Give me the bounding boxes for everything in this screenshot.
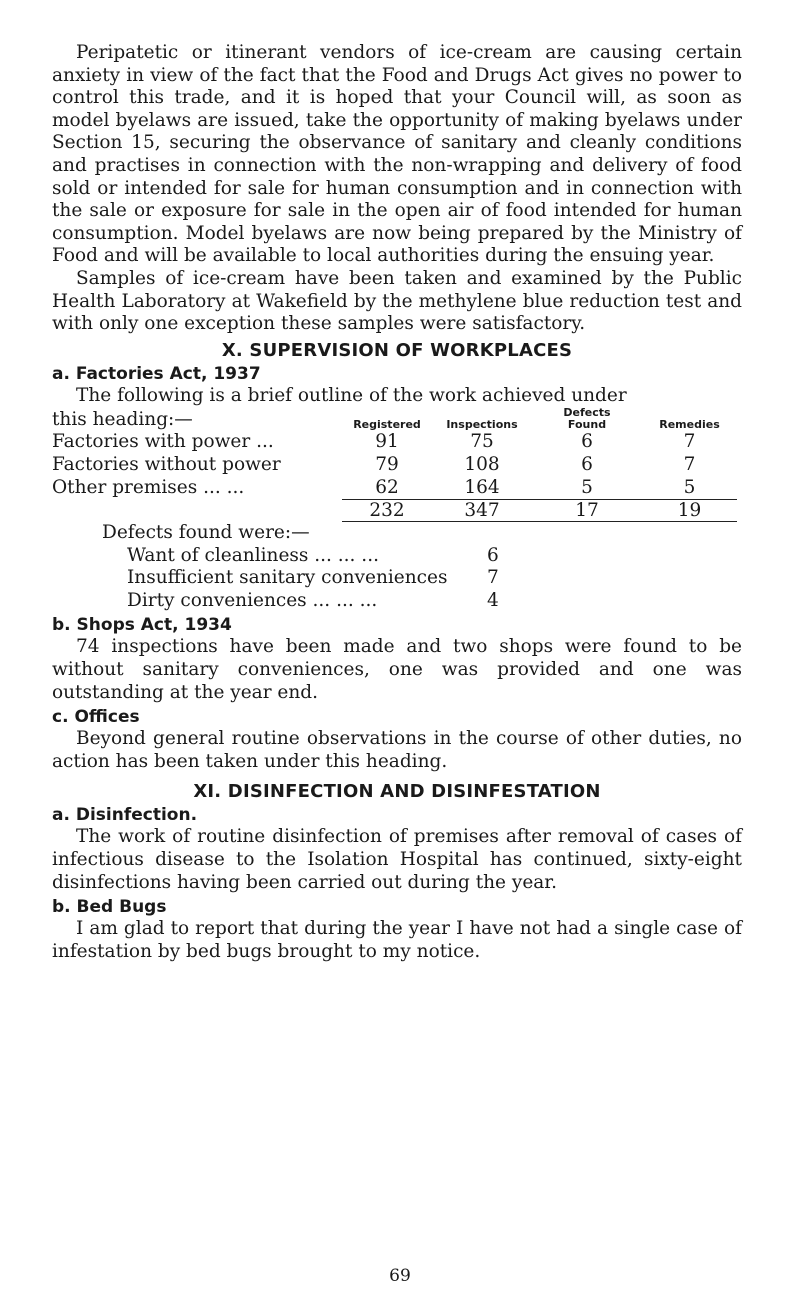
section-xi-title: XI. DISINFECTION AND DISINFESTATION <box>193 781 601 803</box>
cell-inspections: 75 <box>470 431 494 453</box>
offices-heading: c. Offices <box>52 707 140 728</box>
table-header-row <box>52 407 742 431</box>
col-registered: Registered <box>353 418 421 432</box>
col-inspections: Inspections <box>446 418 518 432</box>
table-row <box>52 477 742 500</box>
list-item <box>127 567 742 590</box>
total-defects: 17 <box>575 500 599 522</box>
cell-registered: 79 <box>375 453 399 475</box>
section-x-title: X. SUPERVISION OF WORKPLACES <box>221 339 573 361</box>
intro-heading-text: this heading:— <box>52 408 193 430</box>
col-defects-found: Defects Found <box>563 406 611 432</box>
col-remedies: Remedies <box>659 418 720 432</box>
defects-list <box>102 522 742 612</box>
cell-registered: 91 <box>375 431 399 453</box>
row-label: Factories with power ... <box>52 431 274 453</box>
defect-label: Dirty conveniences ... ... ... <box>127 589 378 611</box>
cell-defects: 6 <box>581 431 593 453</box>
samples-paragraph: Samples of ice-cream have been taken and examined by the Public Health Laboratory at Wakefield by the methylene blue reduction test and with only one exception these samples were satisfactory. <box>52 267 742 335</box>
defects-title: Defects found were:— <box>102 522 310 544</box>
shops-act-heading: b. Shops Act, 1934 <box>52 615 232 636</box>
cell-defects: 5 <box>581 476 593 498</box>
shops-act-text: 74 inspections have been made and two shops were found to be without sanitary conveniences, one was provided and one was outstanding at the year end. <box>52 636 742 703</box>
cell-remedies: 5 <box>683 476 696 498</box>
defect-count: 4 <box>487 589 499 611</box>
table-totals-row <box>342 499 737 522</box>
defect-label: Insufficient sanitary conveniences <box>127 567 448 589</box>
list-item <box>127 590 742 613</box>
cell-remedies: 7 <box>683 453 696 475</box>
page-number: 69 <box>389 1266 411 1286</box>
defect-count: 7 <box>487 567 499 589</box>
total-remedies: 19 <box>677 500 702 522</box>
document-page <box>52 42 742 963</box>
factories-act-heading: a. Factories Act, 1937 <box>52 363 261 384</box>
cell-defects: 6 <box>581 453 593 475</box>
bed-bugs-heading: b. Bed Bugs <box>52 897 167 918</box>
row-label: Factories without power <box>52 453 281 475</box>
row-label: Other premises ... ... <box>52 476 245 498</box>
disinfection-heading: a. Disinfection. <box>52 805 198 826</box>
total-inspections: 347 <box>464 500 500 522</box>
table-row <box>52 454 742 477</box>
total-registered: 232 <box>369 500 405 522</box>
table-row <box>52 431 742 454</box>
cell-registered: 62 <box>375 476 399 498</box>
defect-label: Want of cleanliness ... ... ... <box>127 544 379 566</box>
cell-remedies: 7 <box>683 431 696 453</box>
defect-count: 6 <box>487 544 499 566</box>
cell-inspections: 164 <box>464 476 500 498</box>
bed-bugs-text: I am glad to report that during the year I have not had a single case of infestation by bed bugs brought to my notice. <box>52 918 742 962</box>
disinfection-text: The work of routine disinfection of premises after removal of cases of infectious disease to the Isolation Hospital has continued, sixty-eight disinfections having been carried out during the year. <box>52 826 742 893</box>
offices-text: Beyond general routine observations in the course of other duties, no action has been taken under this heading. <box>52 728 742 772</box>
cell-inspections: 108 <box>464 453 500 475</box>
list-item <box>127 545 742 568</box>
factories-intro: The following is a brief outline of the work achieved under <box>76 384 627 406</box>
ice-cream-paragraph: Peripatetic or itinerant vendors of ice-cream are causing certain anxiety in view of the fact that the Food and Drugs Act gives no power to control this trade, and it is hoped that your Council will, as soon as model byelaws are issued, take the opportunity of making byelaws under Section 15, securing the observance of sanitary and cleanly conditions and practises in connection with the non-wrapping and delivery of food sold or intended for sale for human consumption and in connection with the sale or exposure for sale in the open air of food intended for human consumption. Model byelaws are now being prepared by the Ministry of Food and will be available to local authorities during the ensuing year. <box>52 42 742 267</box>
